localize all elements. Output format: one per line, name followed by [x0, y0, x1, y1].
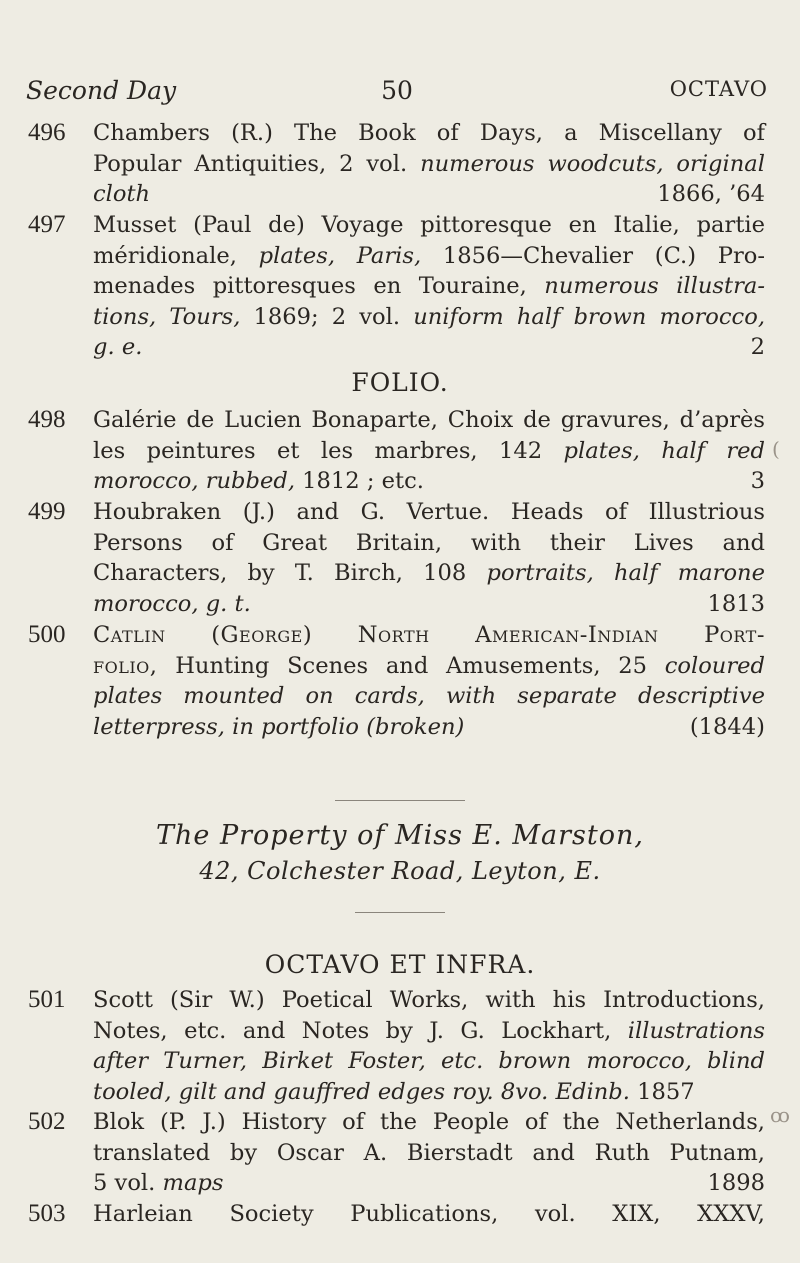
owner-address: 42, Colchester Road, Leyton, E. — [199, 857, 601, 885]
section-heading-folio: FOLIO. — [351, 368, 449, 397]
lot-description: Catlin (George) North American-Indian Port- folio, Hunting Scenes and Amusements, 25 coloured plates mounted on cards, with separate descriptive letterpress, in portfolio (broken) (1844) — [93, 622, 765, 740]
lot-number: 500 — [28, 621, 66, 648]
header-day: Second Day — [26, 76, 177, 105]
lot-number: 496 — [28, 119, 66, 146]
lot-description: Houbraken (J.) and G. Vertue. Heads of Illustrious Persons of Great Britain, with their Lives and Characters, by T. Birch, 108 portraits, half marone morocco, g. t. 1813 — [93, 499, 765, 617]
divider-rule — [335, 800, 465, 801]
lot-description: Harleian Society Publications, vol. XIX, XXXV, — [93, 1201, 765, 1227]
page-header — [26, 76, 768, 110]
lot-number: 499 — [28, 498, 66, 525]
lot-number: 502 — [28, 1108, 66, 1135]
lot-number: 498 — [28, 406, 66, 433]
lot-number: 497 — [28, 211, 66, 238]
margin-mark-icon: ꝏ — [770, 1103, 790, 1127]
lot-description: Chambers (R.) The Book of Days, a Miscellany of Popular Antiquities, 2 vol. numerous woodcuts, original cloth 1866, ’64 — [93, 120, 765, 207]
divider-rule — [355, 912, 445, 913]
section-heading-octavo: OCTAVO ET INFRA. — [264, 950, 536, 979]
page-number: 50 — [381, 76, 413, 105]
lot-number: 503 — [28, 1200, 66, 1227]
lot-number: 501 — [28, 986, 66, 1013]
header-format: OCTAVO — [669, 77, 768, 101]
lot-description: Scott (Sir W.) Poetical Works, with his Introductions, Notes, etc. and Notes by J. G. Lockhart, illustrations after Turner, Birket Foster, etc. brown morocco, blind tooled, gilt and gauffred edges roy. 8vo. Edinb. 1857 — [93, 987, 765, 1105]
margin-mark-icon: ( — [772, 437, 780, 461]
lot-description: Galérie de Lucien Bonaparte, Choix de gravures, d’après les peintures et les marbres, 142 plates, half red morocco, rubbed, 1812 ; etc. 3 — [93, 407, 765, 494]
lot-description: Musset (Paul de) Voyage pittoresque en Italie, partie méridionale, plates, Paris, 1856—Chevalier (C.) Pro- menades pittoresques en Touraine, numerous illustra- tions, Tours, 1869; 2 vol. uniform half brown morocco, g. e. 2 — [93, 212, 765, 360]
lot-description: Blok (P. J.) History of the People of the Netherlands, translated by Oscar A. Bierstadt and Ruth Putnam, 5 vol. maps 1898 — [93, 1109, 765, 1196]
owner-line: The Property of Miss E. Marston, — [155, 820, 644, 851]
